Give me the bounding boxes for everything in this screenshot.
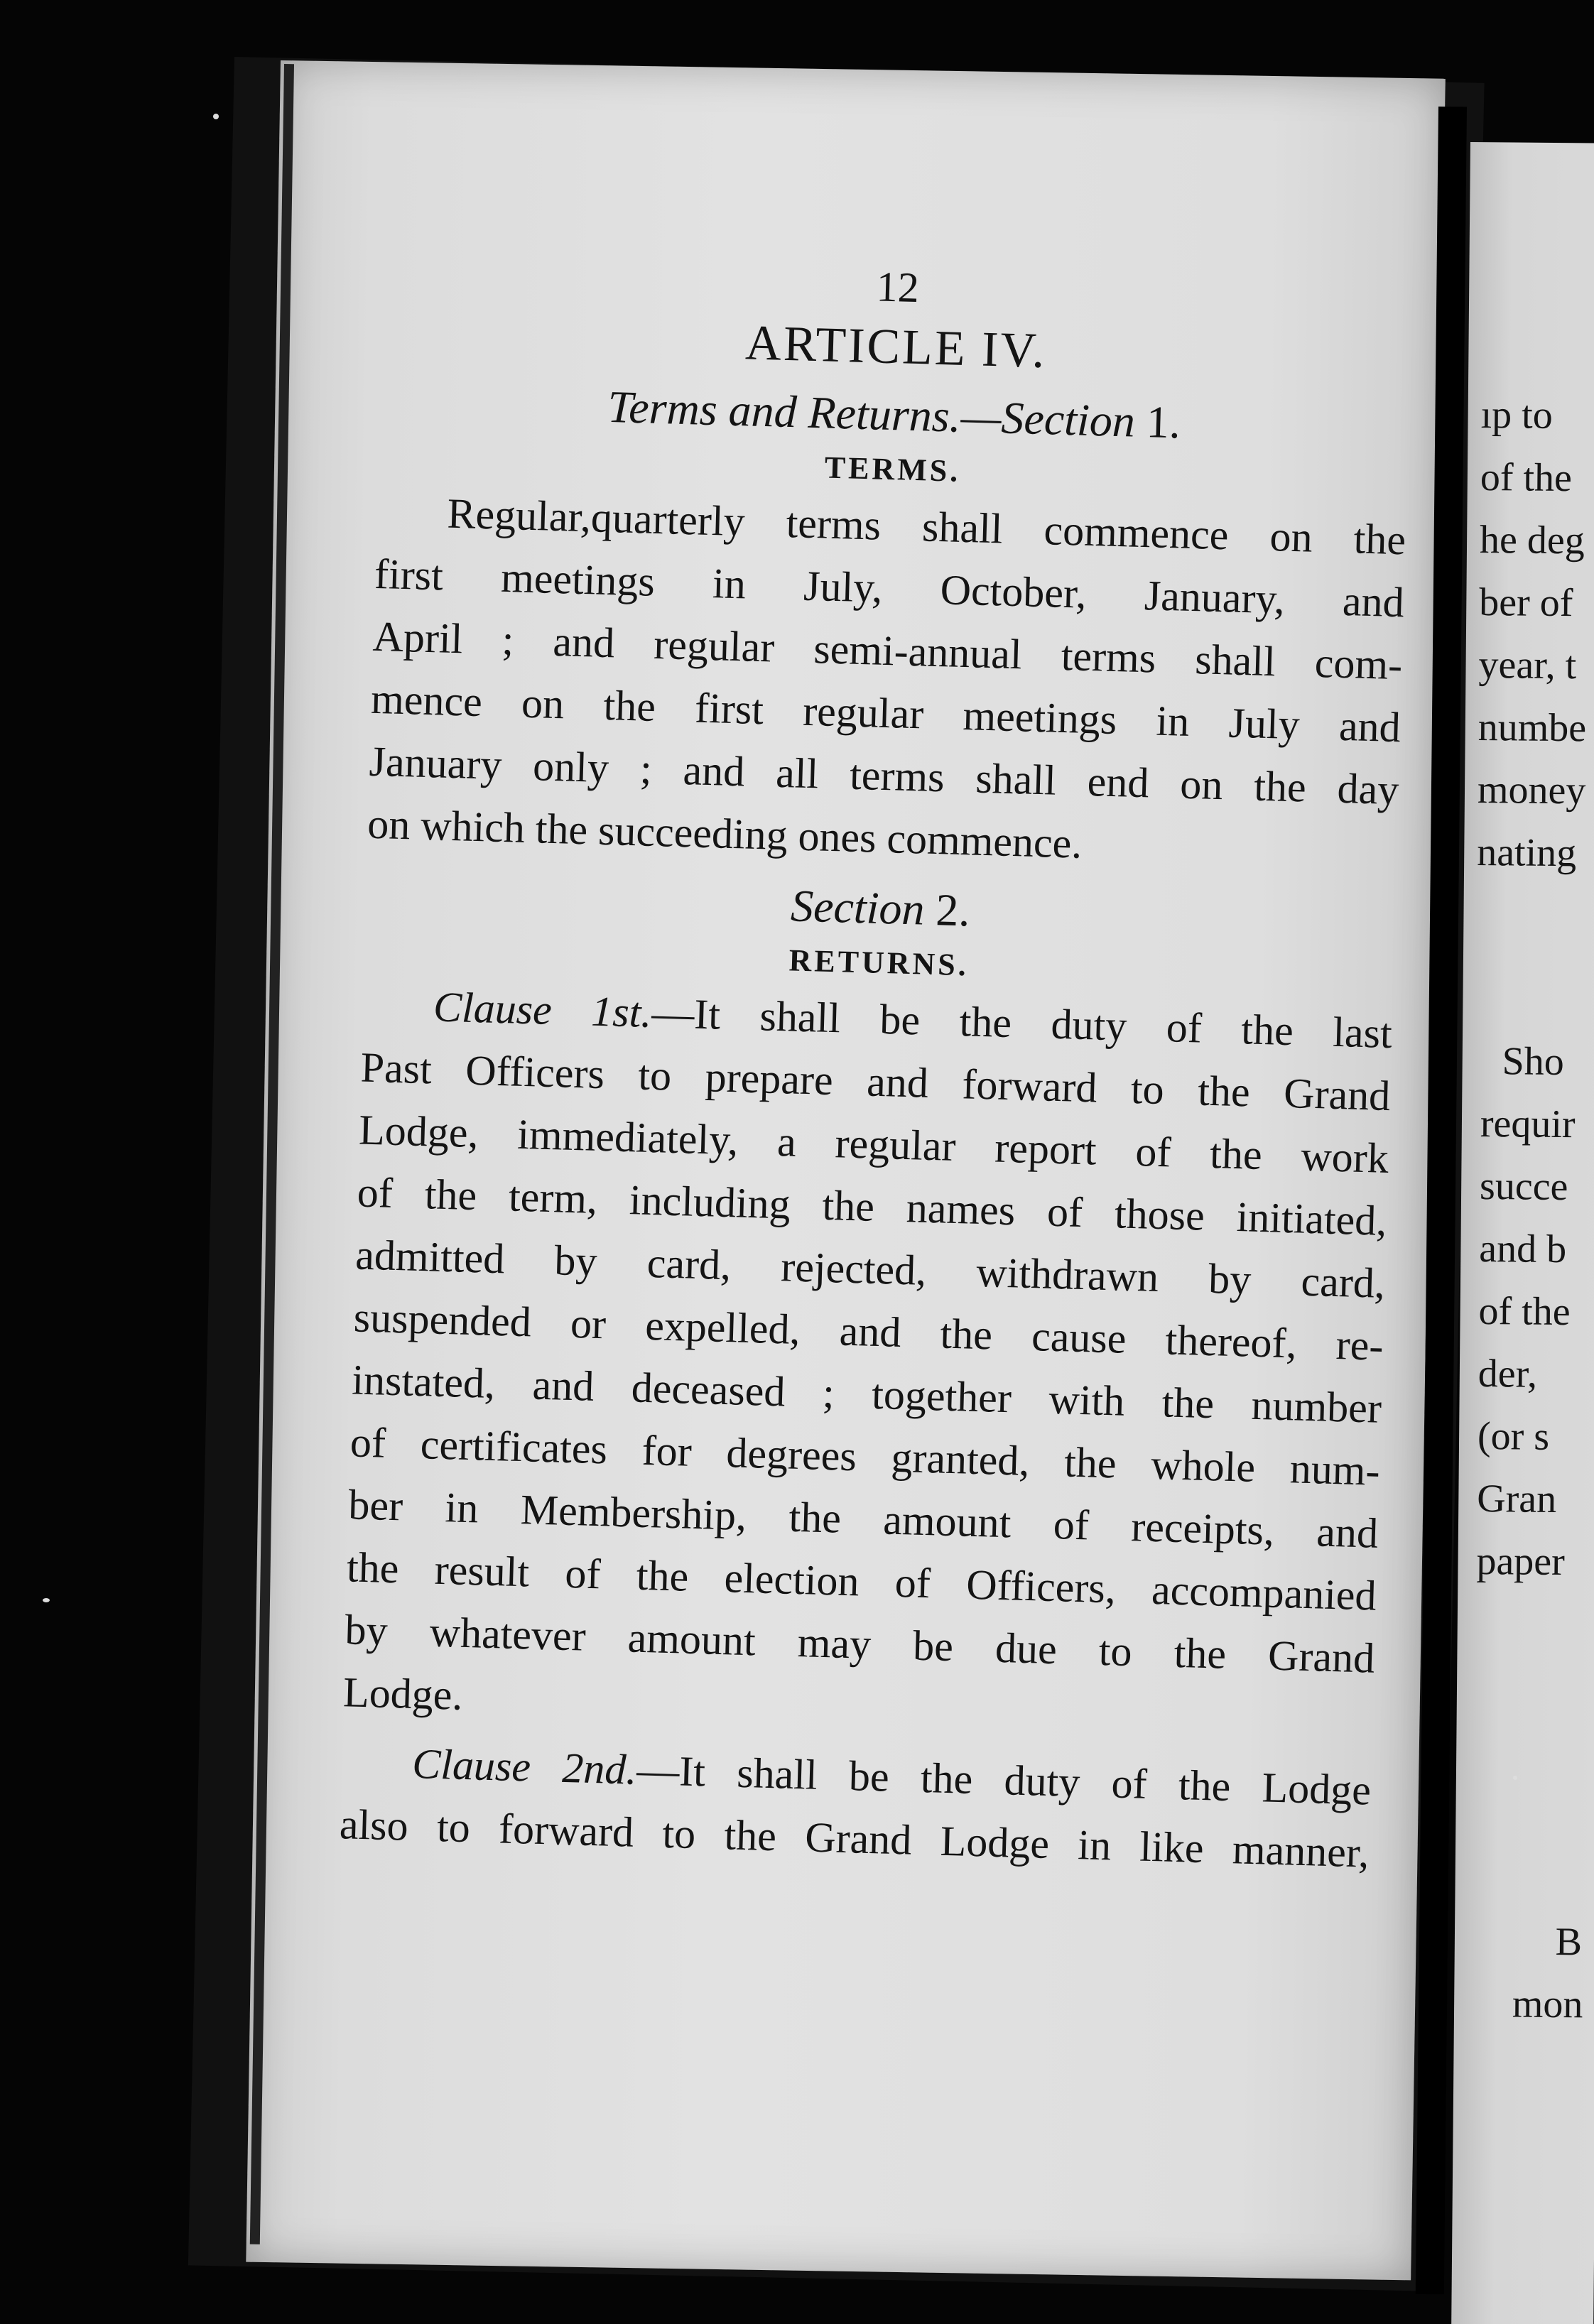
section-2-number: 2.	[935, 884, 971, 936]
right-page-top-fragment	[1477, 384, 1590, 884]
section-2-heading-text: Section	[790, 880, 926, 935]
returns-subheading: RETURNS.	[788, 943, 970, 983]
paragraph-line: ber in Membership, the amount of receipts, and	[347, 1481, 1379, 1557]
clause-1-label: Clause 1st.	[433, 983, 653, 1036]
fragment-line: (or s	[1477, 1413, 1550, 1459]
paragraph-line: Regular,quarterly terms shall commence on the	[446, 489, 1407, 564]
terms-subheading: TERMS.	[824, 450, 961, 489]
fragment-line: ıp to	[1480, 392, 1554, 438]
paragraph-line: January only ; and all terms shall end on the day	[368, 737, 1400, 814]
clause-2-first-line: —It shall be the duty of the Lodge	[636, 1746, 1372, 1814]
fragment-line: B	[1555, 1919, 1583, 1965]
paragraph-line: the result of the election of Officers, accompanied	[346, 1543, 1377, 1619]
paragraph-line: of the term, including the names of those initiated,	[356, 1168, 1388, 1244]
fragment-line: Sho	[1502, 1039, 1565, 1085]
paragraph-line: mence on the first regular meetings in July and	[370, 675, 1401, 751]
fragment-line: nating	[1476, 830, 1577, 876]
paragraph-line: of certificates for degrees granted, the whole num-	[349, 1418, 1381, 1494]
dust-speck	[213, 114, 219, 119]
fragment-line: ber of	[1479, 580, 1573, 626]
paragraph-line: April ; and regular semi-annual terms shall com-	[372, 612, 1404, 689]
fragment-line: mon	[1512, 1982, 1583, 2027]
fragment-line: numbe	[1478, 705, 1587, 751]
paragraph-line: also to forward to the Grand Lodge in like manner,	[339, 1801, 1370, 1877]
paragraph-line: by whatever amount may be due to the Grand	[344, 1606, 1376, 1682]
paragraph-line: first meetings in July, October, January, and	[374, 550, 1405, 626]
clause-2-label: Clause 2nd.	[411, 1739, 638, 1793]
paragraph-line: admitted by card, rejected, withdrawn by card,	[354, 1231, 1386, 1307]
section-1-number: 1.	[1145, 396, 1181, 448]
page-number: 12	[875, 263, 920, 312]
article-title: ARTICLE IV.	[744, 315, 1048, 379]
right-page-middle-fragment	[1476, 1030, 1576, 1593]
paragraph-line: Lodge, immediately, a regular report of the work	[358, 1106, 1389, 1182]
fragment-line: succe	[1479, 1163, 1568, 1210]
terms-paragraph	[367, 480, 1406, 884]
fragment-line: money	[1477, 767, 1586, 813]
paragraph-line: on which the succeeding ones commence.	[367, 800, 1083, 867]
paragraph-line: instated, and deceased ; together with the number	[351, 1356, 1382, 1432]
paragraph-line: Lodge.	[342, 1668, 464, 1719]
dust-speck	[43, 1598, 50, 1602]
page-text	[339, 249, 1414, 1884]
fragment-line: Gran	[1476, 1476, 1557, 1521]
fragment-line: of the	[1480, 455, 1573, 501]
fragment-line: year, t	[1478, 642, 1577, 688]
right-page-bottom-fragment	[1512, 1911, 1583, 2036]
paragraph-line: suspended or expelled, and the cause thereof, re-	[353, 1293, 1384, 1369]
fragment-line: paper	[1476, 1538, 1566, 1585]
fragment-line: of the	[1478, 1288, 1571, 1335]
clause-1-paragraph	[342, 974, 1393, 1752]
dust-speck	[1513, 1776, 1517, 1780]
fragment-line: he deg	[1479, 517, 1585, 563]
paragraph-line: Past Officers to prepare and forward to the Grand	[359, 1043, 1392, 1120]
fragment-line: der,	[1478, 1351, 1538, 1396]
fragment-line: requir	[1480, 1101, 1576, 1147]
clause-1-first-line: —It shall be the duty of the last	[651, 989, 1393, 1058]
section-1-heading-text: Terms and Returns.—Section	[607, 381, 1136, 447]
fragment-line: and b	[1479, 1226, 1567, 1272]
